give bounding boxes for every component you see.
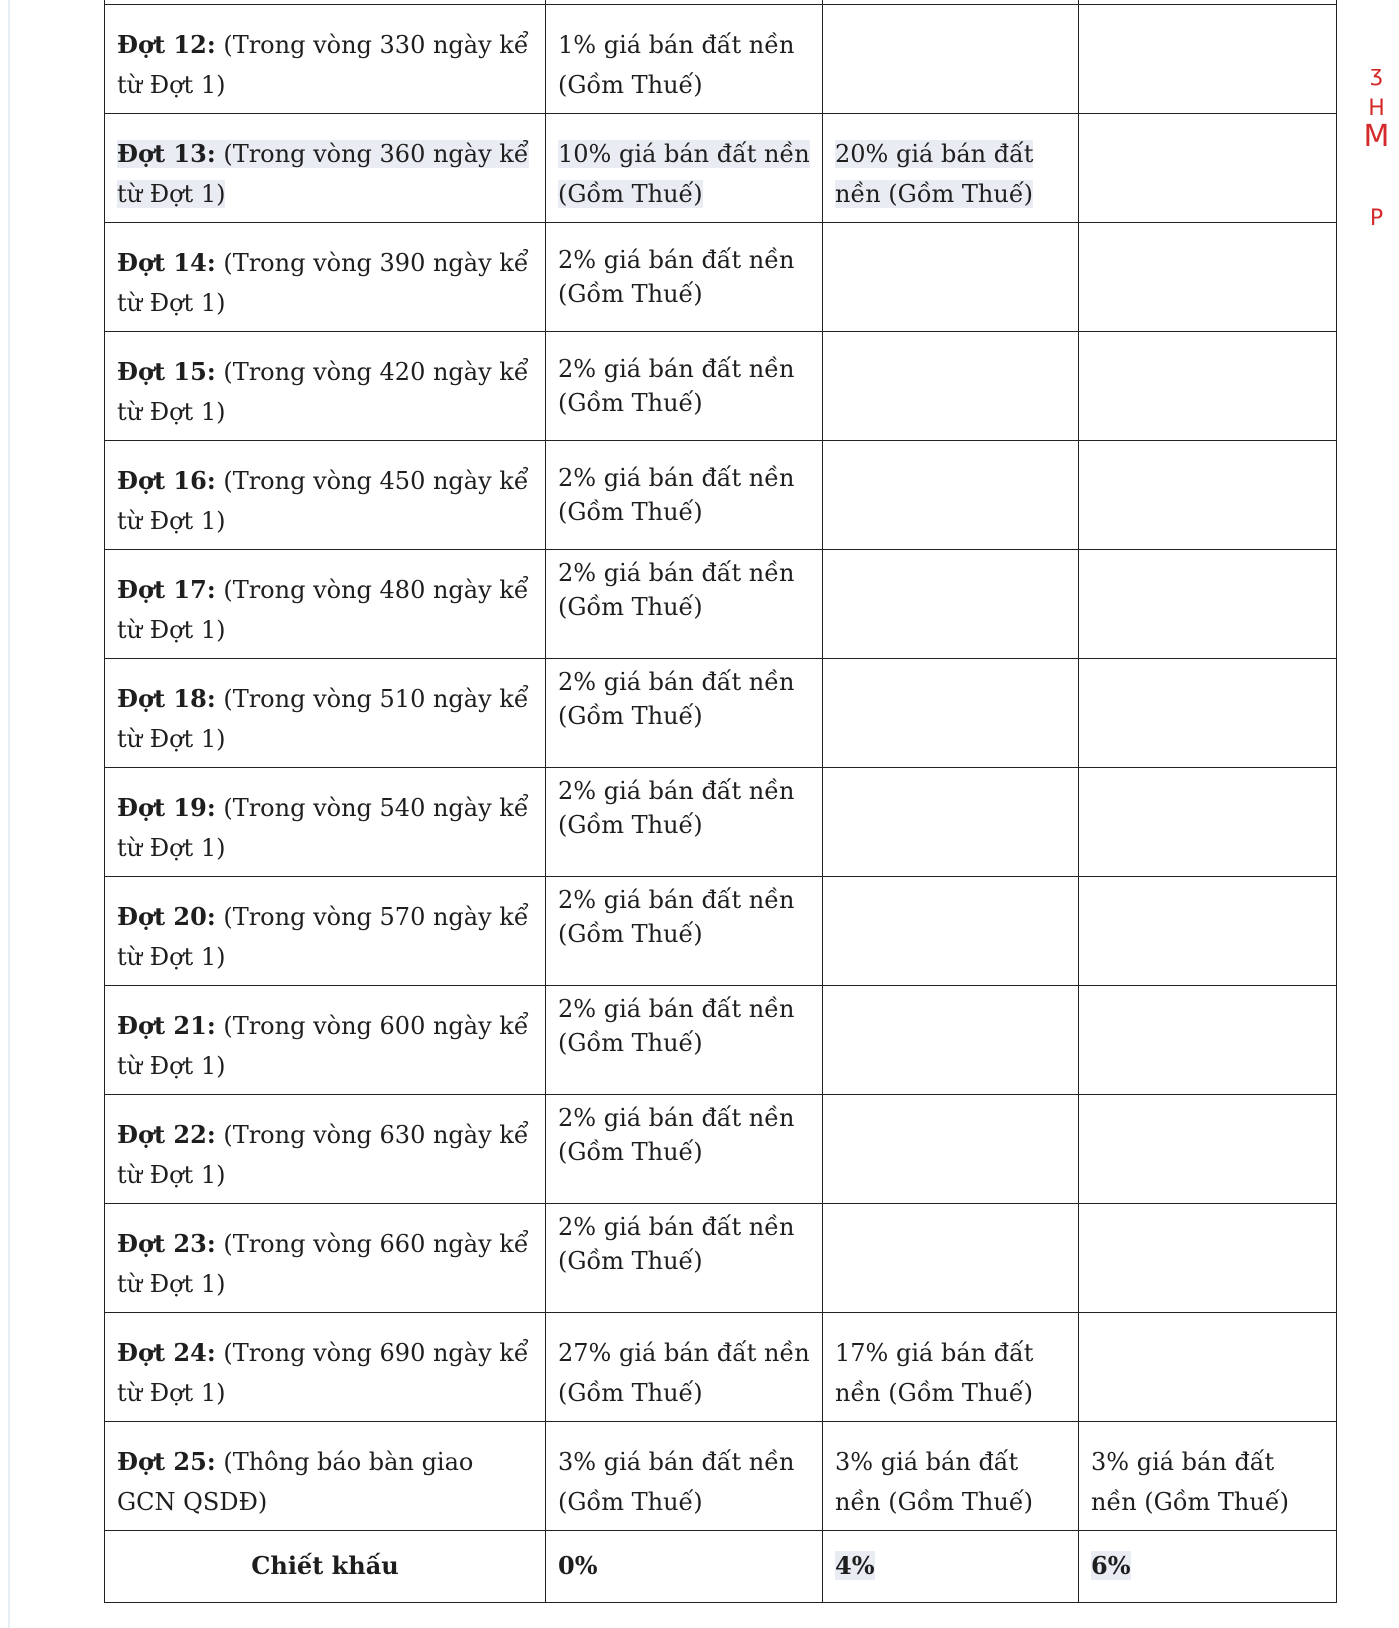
plan3-cell xyxy=(1079,222,1337,331)
table-row xyxy=(105,1421,1337,1530)
installment-label: Đợt 14: xyxy=(117,247,216,277)
table-row xyxy=(105,1203,1337,1312)
plan3-cell xyxy=(1079,440,1337,549)
plan2-cell xyxy=(823,876,1079,985)
scan-edge xyxy=(8,0,10,1628)
installment-cell xyxy=(105,1312,546,1421)
plan2-cell xyxy=(823,658,1079,767)
installment-label: Đợt 12: xyxy=(117,29,216,59)
installment-desc: (Trong vòng 510 ngày kể từ Đợt 1) xyxy=(117,684,529,753)
plan2-cell xyxy=(823,985,1079,1094)
plan1-cell: 2% giá bán đất nền (Gồm Thuế) xyxy=(546,1203,823,1312)
installment-desc: (Trong vòng 600 ngày kể từ Đợt 1) xyxy=(117,1011,529,1080)
plan1-cell: 3% giá bán đất nền (Gồm Thuế) xyxy=(546,1421,823,1530)
table-row xyxy=(105,876,1337,985)
installment-label: Đợt 21: xyxy=(117,1010,216,1040)
installment-cell xyxy=(105,1203,546,1312)
plan2-cell xyxy=(823,4,1079,113)
plan1-cell: 2% giá bán đất nền (Gồm Thuế) xyxy=(546,1094,823,1203)
plan3-cell xyxy=(1079,767,1337,876)
table-row xyxy=(105,4,1337,113)
table-row xyxy=(105,767,1337,876)
plan1-cell: 2% giá bán đất nền (Gồm Thuế) xyxy=(546,876,823,985)
installment-label: Đợt 20: xyxy=(117,901,216,931)
installment-cell xyxy=(105,876,546,985)
installment-cell xyxy=(105,549,546,658)
plan3-cell xyxy=(1079,658,1337,767)
table-row xyxy=(105,1094,1337,1203)
installment-desc: (Trong vòng 420 ngày kể từ Đợt 1) xyxy=(117,357,529,426)
installment-cell xyxy=(105,440,546,549)
table-row xyxy=(105,113,1337,222)
installment-desc: (Trong vòng 660 ngày kể từ Đợt 1) xyxy=(117,1229,529,1298)
installment-label: Đợt 24: xyxy=(117,1337,216,1367)
plan2-cell xyxy=(823,767,1079,876)
plan3-cell xyxy=(1079,1203,1337,1312)
table-row xyxy=(105,1312,1337,1421)
installment-cell xyxy=(105,767,546,876)
plan3-cell xyxy=(1079,985,1337,1094)
installment-desc: (Trong vòng 540 ngày kể từ Đợt 1) xyxy=(117,793,529,862)
installment-label: Đợt 16: xyxy=(117,465,216,495)
plan3-cell xyxy=(1079,1094,1337,1203)
plan3-cell xyxy=(1079,113,1337,222)
plan1-cell: 2% giá bán đất nền (Gồm Thuế) xyxy=(546,440,823,549)
plan3-cell xyxy=(1079,1312,1337,1421)
plan1-cell: 2% giá bán đất nền (Gồm Thuế) xyxy=(546,222,823,331)
table-row xyxy=(105,440,1337,549)
installment-cell xyxy=(105,331,546,440)
installment-label: Đợt 18: xyxy=(117,683,216,713)
plan2-cell: 17% giá bán đất nền (Gồm Thuế) xyxy=(823,1312,1079,1421)
installment-desc: (Trong vòng 630 ngày kể từ Đợt 1) xyxy=(117,1120,529,1189)
red-stamp-mark: M xyxy=(1363,119,1390,154)
plan3-cell xyxy=(1079,331,1337,440)
installment-label: Đợt 25: xyxy=(117,1446,216,1476)
plan1-cell: 10% giá bán đất nền (Gồm Thuế) xyxy=(546,113,823,222)
discount-plan3: 6% xyxy=(1079,1530,1337,1602)
red-stamp-mark: H xyxy=(1368,96,1385,121)
plan1-cell: 2% giá bán đất nền (Gồm Thuế) xyxy=(546,331,823,440)
red-stamp-mark: P xyxy=(1369,206,1384,231)
installment-label: Đợt 15: xyxy=(117,356,216,386)
installment-desc: (Thông báo bàn giao GCN QSDĐ) xyxy=(117,1447,474,1516)
installment-cell xyxy=(105,1421,546,1530)
plan2-cell xyxy=(823,1094,1079,1203)
installment-desc: (Trong vòng 480 ngày kể từ Đợt 1) xyxy=(117,575,529,644)
plan3-cell: 3% giá bán đất nền (Gồm Thuế) xyxy=(1079,1421,1337,1530)
installment-label: Đợt 17: xyxy=(117,574,216,604)
installment-label: Đợt 19: xyxy=(117,792,216,822)
plan1-cell: 2% giá bán đất nền (Gồm Thuế) xyxy=(546,658,823,767)
plan3-cell xyxy=(1079,876,1337,985)
installment-cell xyxy=(105,658,546,767)
plan1-cell: 2% giá bán đất nền (Gồm Thuế) xyxy=(546,549,823,658)
discount-label: Chiết khấu xyxy=(105,1530,546,1602)
table-row xyxy=(105,985,1337,1094)
table-row xyxy=(105,549,1337,658)
table-row xyxy=(105,331,1337,440)
plan2-cell: 20% giá bán đất nền (Gồm Thuế) xyxy=(823,113,1079,222)
discount-plan1: 0% xyxy=(546,1530,823,1602)
installment-desc: (Trong vòng 450 ngày kể từ Đợt 1) xyxy=(117,466,529,535)
plan1-cell: 27% giá bán đất nền (Gồm Thuế) xyxy=(546,1312,823,1421)
plan1-cell: 1% giá bán đất nền (Gồm Thuế) xyxy=(546,4,823,113)
plan2-cell: 3% giá bán đất nền (Gồm Thuế) xyxy=(823,1421,1079,1530)
installment-desc: (Trong vòng 390 ngày kể từ Đợt 1) xyxy=(117,248,529,317)
plan2-cell xyxy=(823,222,1079,331)
table-row xyxy=(105,658,1337,767)
installment-cell xyxy=(105,222,546,331)
plan2-cell xyxy=(823,331,1079,440)
installment-label: Đợt 13: xyxy=(117,138,216,168)
installment-cell xyxy=(105,4,546,113)
plan3-cell xyxy=(1079,4,1337,113)
plan1-cell: 2% giá bán đất nền (Gồm Thuế) xyxy=(546,985,823,1094)
installment-desc: (Trong vòng 360 ngày kể từ Đợt 1) xyxy=(117,139,529,208)
installment-cell xyxy=(105,985,546,1094)
discount-row xyxy=(105,1530,1337,1602)
plan2-cell xyxy=(823,1203,1079,1312)
plan2-cell xyxy=(823,440,1079,549)
installment-label: Đợt 23: xyxy=(117,1228,216,1258)
red-stamp-mark: ʒ xyxy=(1370,62,1383,87)
installment-desc: (Trong vòng 570 ngày kể từ Đợt 1) xyxy=(117,902,529,971)
plan1-cell: 2% giá bán đất nền (Gồm Thuế) xyxy=(546,767,823,876)
plan3-cell xyxy=(1079,549,1337,658)
table-row xyxy=(105,222,1337,331)
installment-label: Đợt 22: xyxy=(117,1119,216,1149)
installment-desc: (Trong vòng 330 ngày kể từ Đợt 1) xyxy=(117,30,529,99)
payment-schedule-table xyxy=(104,0,1337,1603)
installment-desc: (Trong vòng 690 ngày kể từ Đợt 1) xyxy=(117,1338,529,1407)
installment-cell xyxy=(105,113,546,222)
plan2-cell xyxy=(823,549,1079,658)
discount-plan2: 4% xyxy=(823,1530,1079,1602)
installment-cell xyxy=(105,1094,546,1203)
